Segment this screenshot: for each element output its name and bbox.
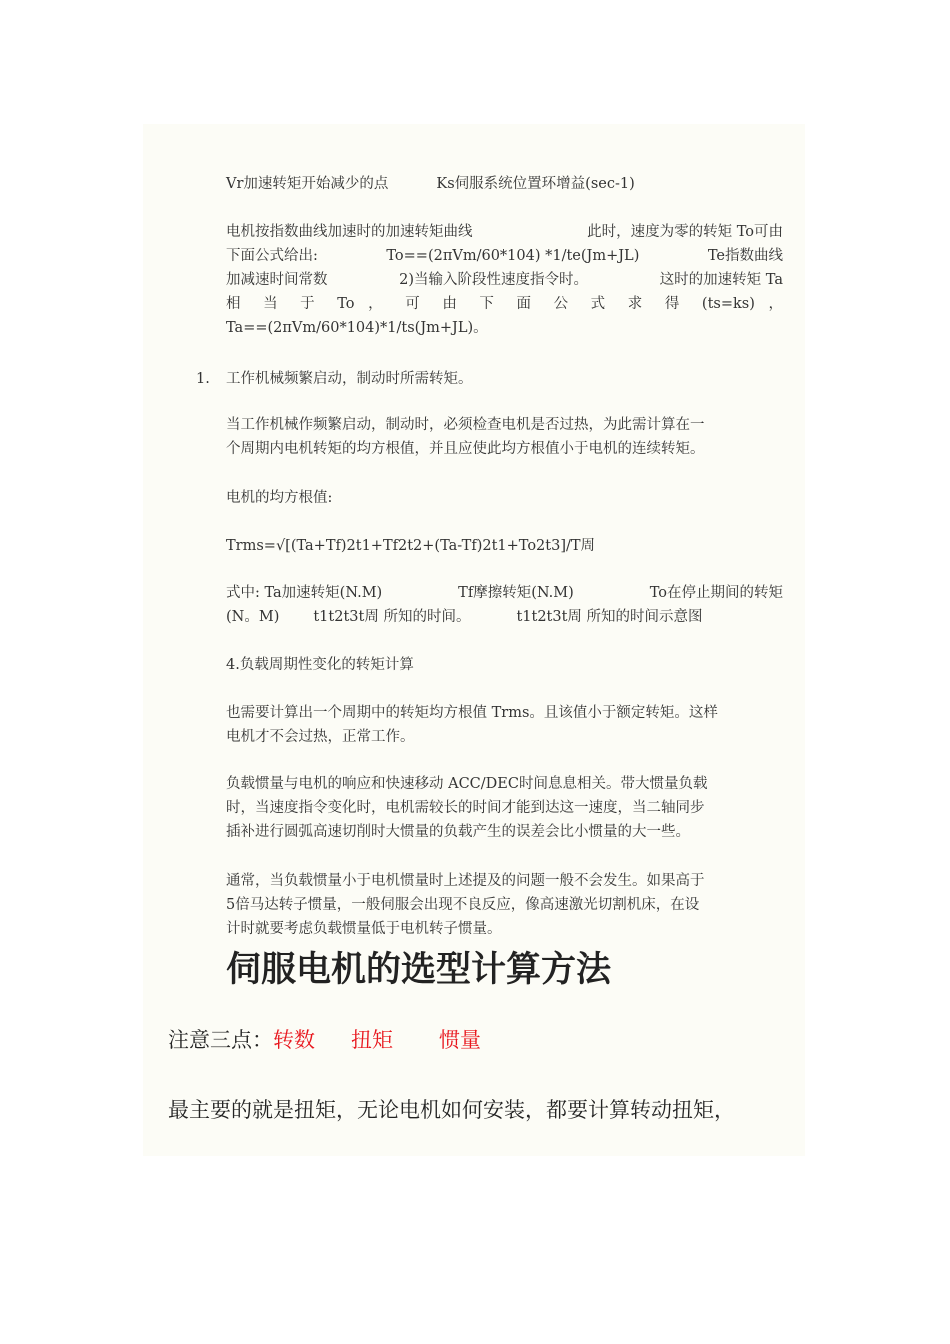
text-line: 插补进行圆弧高速切削时大惯量的负载产生的误差会比小惯量的大一些。 (226, 824, 690, 840)
notice-point-inertia: 惯量 (439, 1028, 481, 1052)
text-line: 当工作机械作频繁启动，制动时，必须检查电机是否过热，为此需计算在一 (226, 417, 705, 433)
notice-point-torque: 扭矩 (351, 1028, 393, 1052)
text-line: 通常，当负载惯量小于电机惯量时上述提及的问题一般不会发生。如果高于 (226, 873, 705, 889)
paragraph-symbols (226, 581, 783, 629)
text-line: 时，当速度指令变化时，电机需较长的时间才能到达这一速度，当二轴同步 (226, 800, 705, 816)
text-vr-definition: Vr加速转矩开始减少的点 (226, 176, 389, 192)
text-line: 个周期内电机转矩的均方根值，并且应使此均方根值小于电机的连续转矩。 (226, 441, 705, 457)
text-line: 5倍马达转子惯量，一般伺服会出现不良反应，像高速激光切割机床，在设 (226, 897, 700, 913)
formula-ta: Ta==(2πVm/60*104)*1/ts(Jm+JL)。 (226, 320, 488, 336)
notice-line (168, 1024, 481, 1056)
text-line: 也需要计算出一个周期中的转矩均方根值 Trms。且该值小于额定转矩。这样 (226, 705, 718, 721)
notice-point-speed: 转数 (273, 1028, 315, 1052)
text-line: 电机才不会过热，正常工作。 (226, 729, 415, 745)
document-body (226, 0, 783, 1344)
section-heading-periodic-load: 4.负载周期性变化的转矩计算 (226, 657, 414, 673)
text-line: 负载惯量与电机的响应和快速移动 ACC/DEC时间息息相关。带大惯量负载 (226, 776, 708, 792)
text-line: Tf摩擦转矩(N.M) (458, 585, 574, 601)
text-line: 式中: Ta加速转矩(N.M) (226, 585, 383, 601)
page-title: 伺服电机的选型计算方法 (226, 950, 612, 990)
text-line: (N。M) (226, 609, 280, 625)
text-ks-definition: Ks伺服系统位置环增益(sec-1) (436, 176, 635, 192)
list-item-number: 1. (196, 371, 210, 387)
text-line: Te指数曲线 (707, 248, 783, 264)
text-line: t1t2t3t周 所知的时间。 (313, 609, 471, 625)
paragraph-rms-intro: 电机的均方根值: (226, 490, 333, 506)
text-line: 相 当 于 To ， 可 由 下 面 公 式 求 得 (ts=ks) ， (226, 296, 783, 312)
text-line: 加减速时间常数 (226, 272, 328, 288)
text-line: 计时就要考虑负载惯量低于电机转子惯量。 (226, 921, 502, 937)
notice-label: 注意三点： (168, 1028, 273, 1052)
formula-to: To==(2πVm/60*104) *1/te(Jm+JL) (386, 248, 640, 264)
paragraph-load-inertia (226, 772, 783, 844)
paragraph-periodic-load (226, 701, 783, 749)
formula-trms: Trms=√[(Ta+Tf)2t1+Tf2t2+(Ta-Tf)2t1+To2t3]/T周 (226, 538, 596, 554)
text-line: 这时的加速转矩 Ta (659, 272, 783, 288)
paragraph-variables (226, 172, 783, 196)
text-line: 此时，速度为零的转矩 To可由 (587, 224, 783, 240)
text-line: 电机按指数曲线加速时的加速转矩曲线 (226, 224, 473, 240)
text-line: 2)当输入阶段性速度指令时。 (399, 272, 589, 288)
text-line: t1t2t3t周 所知的时间示意图 (516, 609, 703, 625)
body-text-torque-summary: 最主要的就是扭矩，无论电机如何安装，都要计算转动扭矩， (168, 1098, 735, 1122)
paragraph-exponential-accel (226, 220, 783, 340)
paragraph-inertia-ratio (226, 869, 783, 941)
list-item-text: 工作机械频繁启动，制动时所需转矩。 (226, 371, 473, 387)
paragraph-frequent-start (226, 413, 783, 461)
text-line: 下面公式给出: (226, 248, 318, 264)
text-line: To在停止期间的转矩 (649, 585, 783, 601)
